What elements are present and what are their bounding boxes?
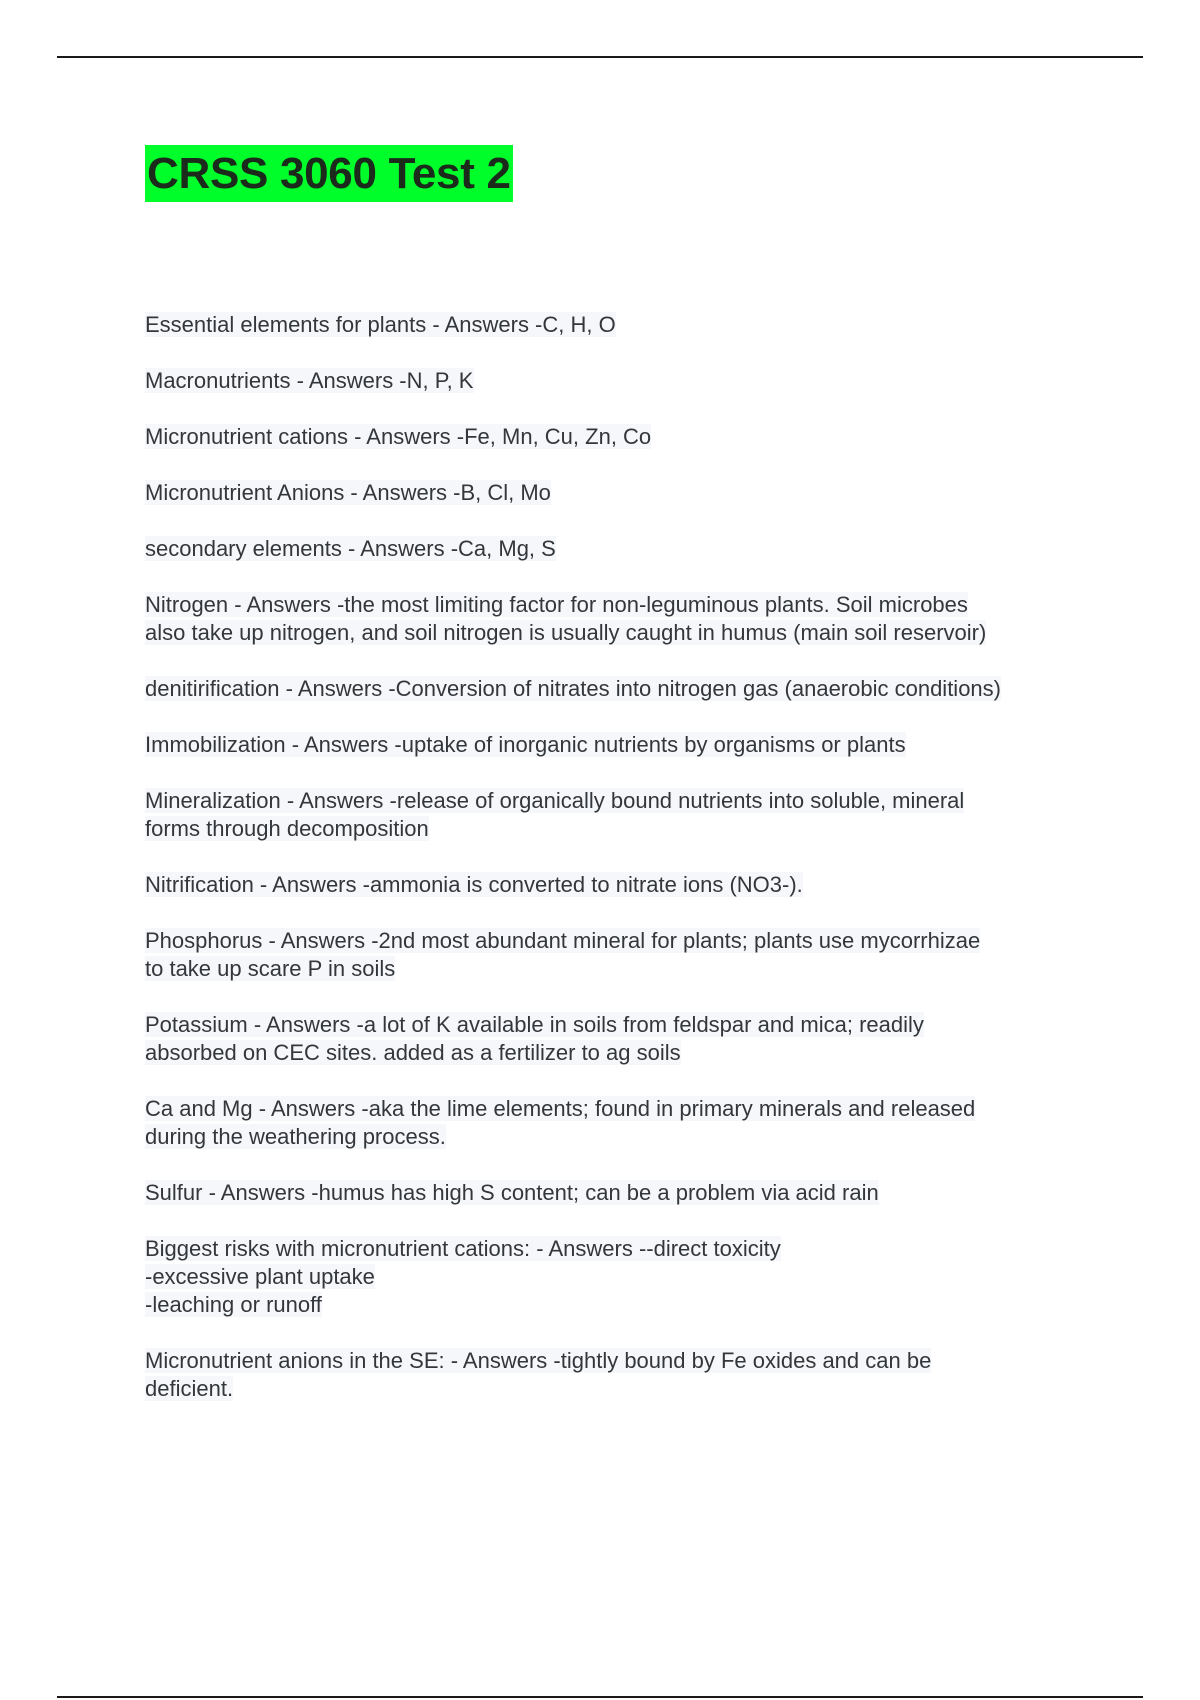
qa-text: Nitrogen - Answers -the most limiting factor for non-leguminous plants. Soil microbes also take up nitrogen, and soil nitrogen is usually caught in humus (main soil reservoir) xyxy=(145,592,987,645)
qa-item xyxy=(145,1179,1105,1207)
qa-item xyxy=(145,1011,1105,1067)
qa-item xyxy=(145,311,1105,339)
qa-list xyxy=(145,311,1105,1431)
qa-text: Micronutrient anions in the SE: - Answers -tightly bound by Fe oxides and can be deficient. xyxy=(145,1348,932,1401)
document-title: CRSS 3060 Test 2 xyxy=(145,145,513,202)
bottom-rule xyxy=(57,1696,1143,1698)
qa-text: Nitrification - Answers -ammonia is converted to nitrate ions (NO3-). xyxy=(145,872,803,897)
qa-text: Ca and Mg - Answers -aka the lime elements; found in primary minerals and released during the weathering process. xyxy=(145,1096,976,1149)
qa-item xyxy=(145,1095,1105,1151)
qa-item xyxy=(145,591,1105,647)
qa-text: Micronutrient cations - Answers -Fe, Mn, Cu, Zn, Co xyxy=(145,424,652,449)
qa-text: Sulfur - Answers -humus has high S content; can be a problem via acid rain xyxy=(145,1180,879,1205)
qa-item xyxy=(145,927,1105,983)
qa-item xyxy=(145,423,1105,451)
qa-item xyxy=(145,787,1105,843)
qa-text: denitirification - Answers -Conversion of nitrates into nitrogen gas (anaerobic conditions) xyxy=(145,676,1001,701)
qa-item xyxy=(145,675,1105,703)
qa-item xyxy=(145,1347,1105,1403)
qa-text: Micronutrient Anions - Answers -B, Cl, Mo xyxy=(145,480,551,505)
qa-text: Essential elements for plants - Answers -C, H, O xyxy=(145,312,616,337)
qa-text: Immobilization - Answers -uptake of inorganic nutrients by organisms or plants xyxy=(145,732,906,757)
qa-text: Macronutrients - Answers -N, P, K xyxy=(145,368,474,393)
qa-text: Potassium - Answers -a lot of K available in soils from feldspar and mica; readily absorbed on CEC sites. added as a fertilizer to ag soils xyxy=(145,1012,924,1065)
qa-item xyxy=(145,479,1105,507)
qa-text: secondary elements - Answers -Ca, Mg, S xyxy=(145,536,556,561)
qa-item xyxy=(145,871,1105,899)
title-block xyxy=(145,145,513,202)
qa-item xyxy=(145,535,1105,563)
qa-text: Mineralization - Answers -release of organically bound nutrients into soluble, mineral forms through decomposition xyxy=(145,788,965,841)
qa-item xyxy=(145,367,1105,395)
qa-item xyxy=(145,731,1105,759)
top-rule xyxy=(57,56,1143,58)
qa-text: Biggest risks with micronutrient cations: - Answers --direct toxicity -excessive plant uptake -leaching or runoff xyxy=(145,1236,781,1317)
qa-text: Phosphorus - Answers -2nd most abundant mineral for plants; plants use mycorrhizae to take up scare P in soils xyxy=(145,928,981,981)
qa-item xyxy=(145,1235,1105,1319)
